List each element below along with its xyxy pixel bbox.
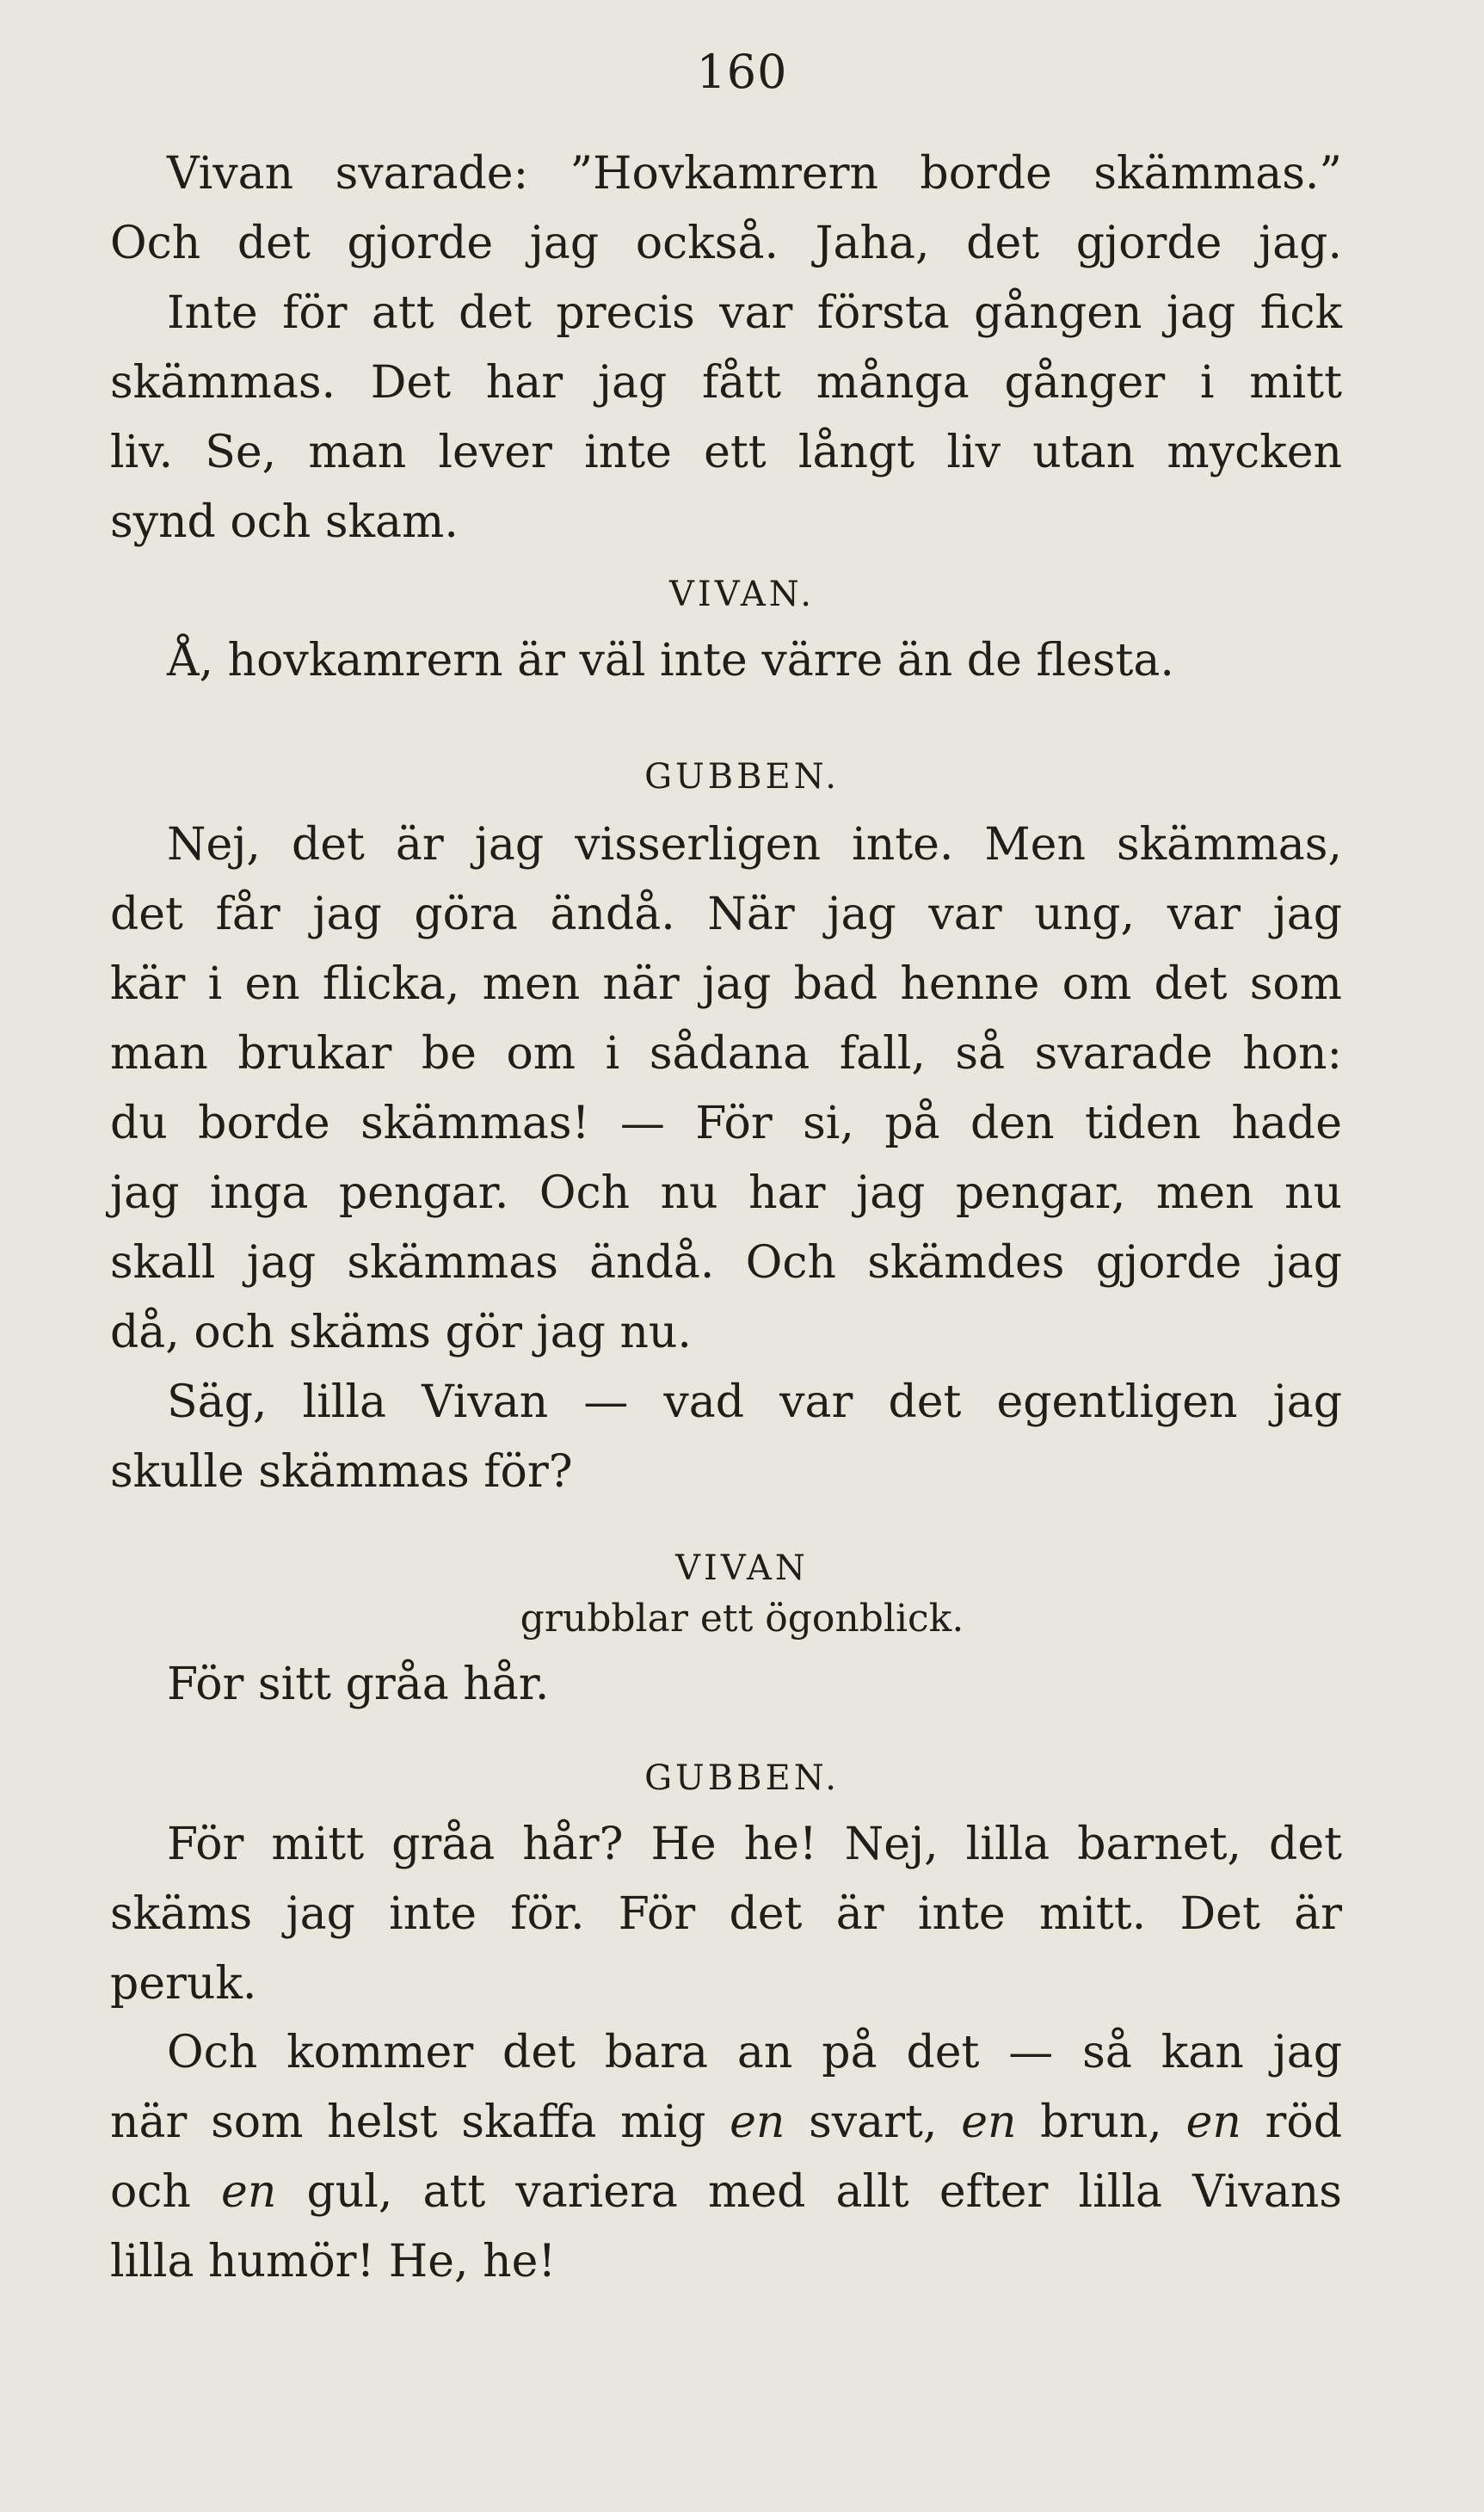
text-line: jag inga pengar. Och nu har jag pengar, men nu [110, 1167, 1342, 1219]
speaker-heading: VIVAN. [669, 575, 815, 614]
text-line: Säg, lilla Vivan — vad var det egentligen jag [167, 1376, 1342, 1428]
text-line: man brukar be om i sådana fall, så svarade hon: [110, 1028, 1342, 1080]
text-line: det får jag göra ändå. När jag var ung, var jag [110, 889, 1342, 940]
paragraph [110, 626, 1342, 696]
text-line: Inte för att det precis var första gången jag fick [167, 287, 1342, 339]
paragraph [110, 139, 1342, 557]
paragraph [110, 1650, 1342, 1720]
text-run: när som helst skaffa mig [110, 2096, 730, 2148]
speaker-heading: GUBBEN. [644, 757, 840, 797]
paragraph [110, 2018, 1342, 2297]
text-line [110, 2088, 1342, 2158]
text-run: gul, att variera med allt efter lilla Vivans [276, 2166, 1342, 2218]
text-line: Och det gjorde jag också. Jaha, det gjorde jag. [110, 218, 1342, 269]
page-number: 160 [696, 45, 788, 99]
text-line: du borde skämmas! — För si, på den tiden hade [110, 1098, 1342, 1149]
text-line: skulle skämmas för? [110, 1446, 573, 1498]
text-line [110, 2158, 1342, 2227]
text-line: Och kommer det bara an på det — så kan jag [167, 2027, 1342, 2078]
text-run: brun, [1016, 2096, 1186, 2148]
emphasis: en [730, 2096, 785, 2148]
text-run: röd [1241, 2096, 1343, 2148]
text-line: För mitt gråa hår? He he! Nej, lilla barnet, det [167, 1819, 1342, 1870]
paragraph [110, 1368, 1342, 1507]
text-line: kär i en flicka, men när jag bad henne om det som [110, 958, 1342, 1010]
text-line: Vivan svarade: ”Hovkamrern borde skämmas.” [167, 148, 1342, 200]
text-line: lilla humör! He, he! [110, 2236, 557, 2287]
text-line: Nej, det är jag visserligen inte. Men skämmas, [167, 819, 1342, 871]
speaker-heading: VIVAN [675, 1548, 809, 1588]
text-line: peruk. [110, 1958, 257, 2010]
text-run: svart, [785, 2096, 962, 2148]
emphasis: en [221, 2166, 277, 2218]
speaker-heading: GUBBEN. [644, 1758, 840, 1798]
paragraph [110, 810, 1342, 1368]
stage-direction: grubblar ett ögonblick. [520, 1597, 964, 1641]
text-run: och [110, 2166, 222, 2218]
text-line: skämmas. Det har jag fått många gånger i mitt [110, 357, 1342, 409]
text-line: liv. Se, man lever inte ett långt liv utan mycken [110, 427, 1342, 478]
text-line: För sitt gråa hår. [167, 1659, 550, 1710]
emphasis: en [961, 2096, 1017, 2148]
text-line: skall jag skämmas ändå. Och skämdes gjorde jag [110, 1237, 1342, 1289]
paragraph [110, 1810, 1342, 2019]
text-line: synd och skam. [110, 496, 459, 548]
emphasis: en [1185, 2096, 1241, 2148]
text-line: skäms jag inte för. För det är inte mitt. Det är [110, 1888, 1342, 1940]
text-line: Å, hovkamrern är väl inte värre än de flesta. [167, 635, 1174, 686]
text-line: då, och skäms gör jag nu. [110, 1307, 692, 1358]
